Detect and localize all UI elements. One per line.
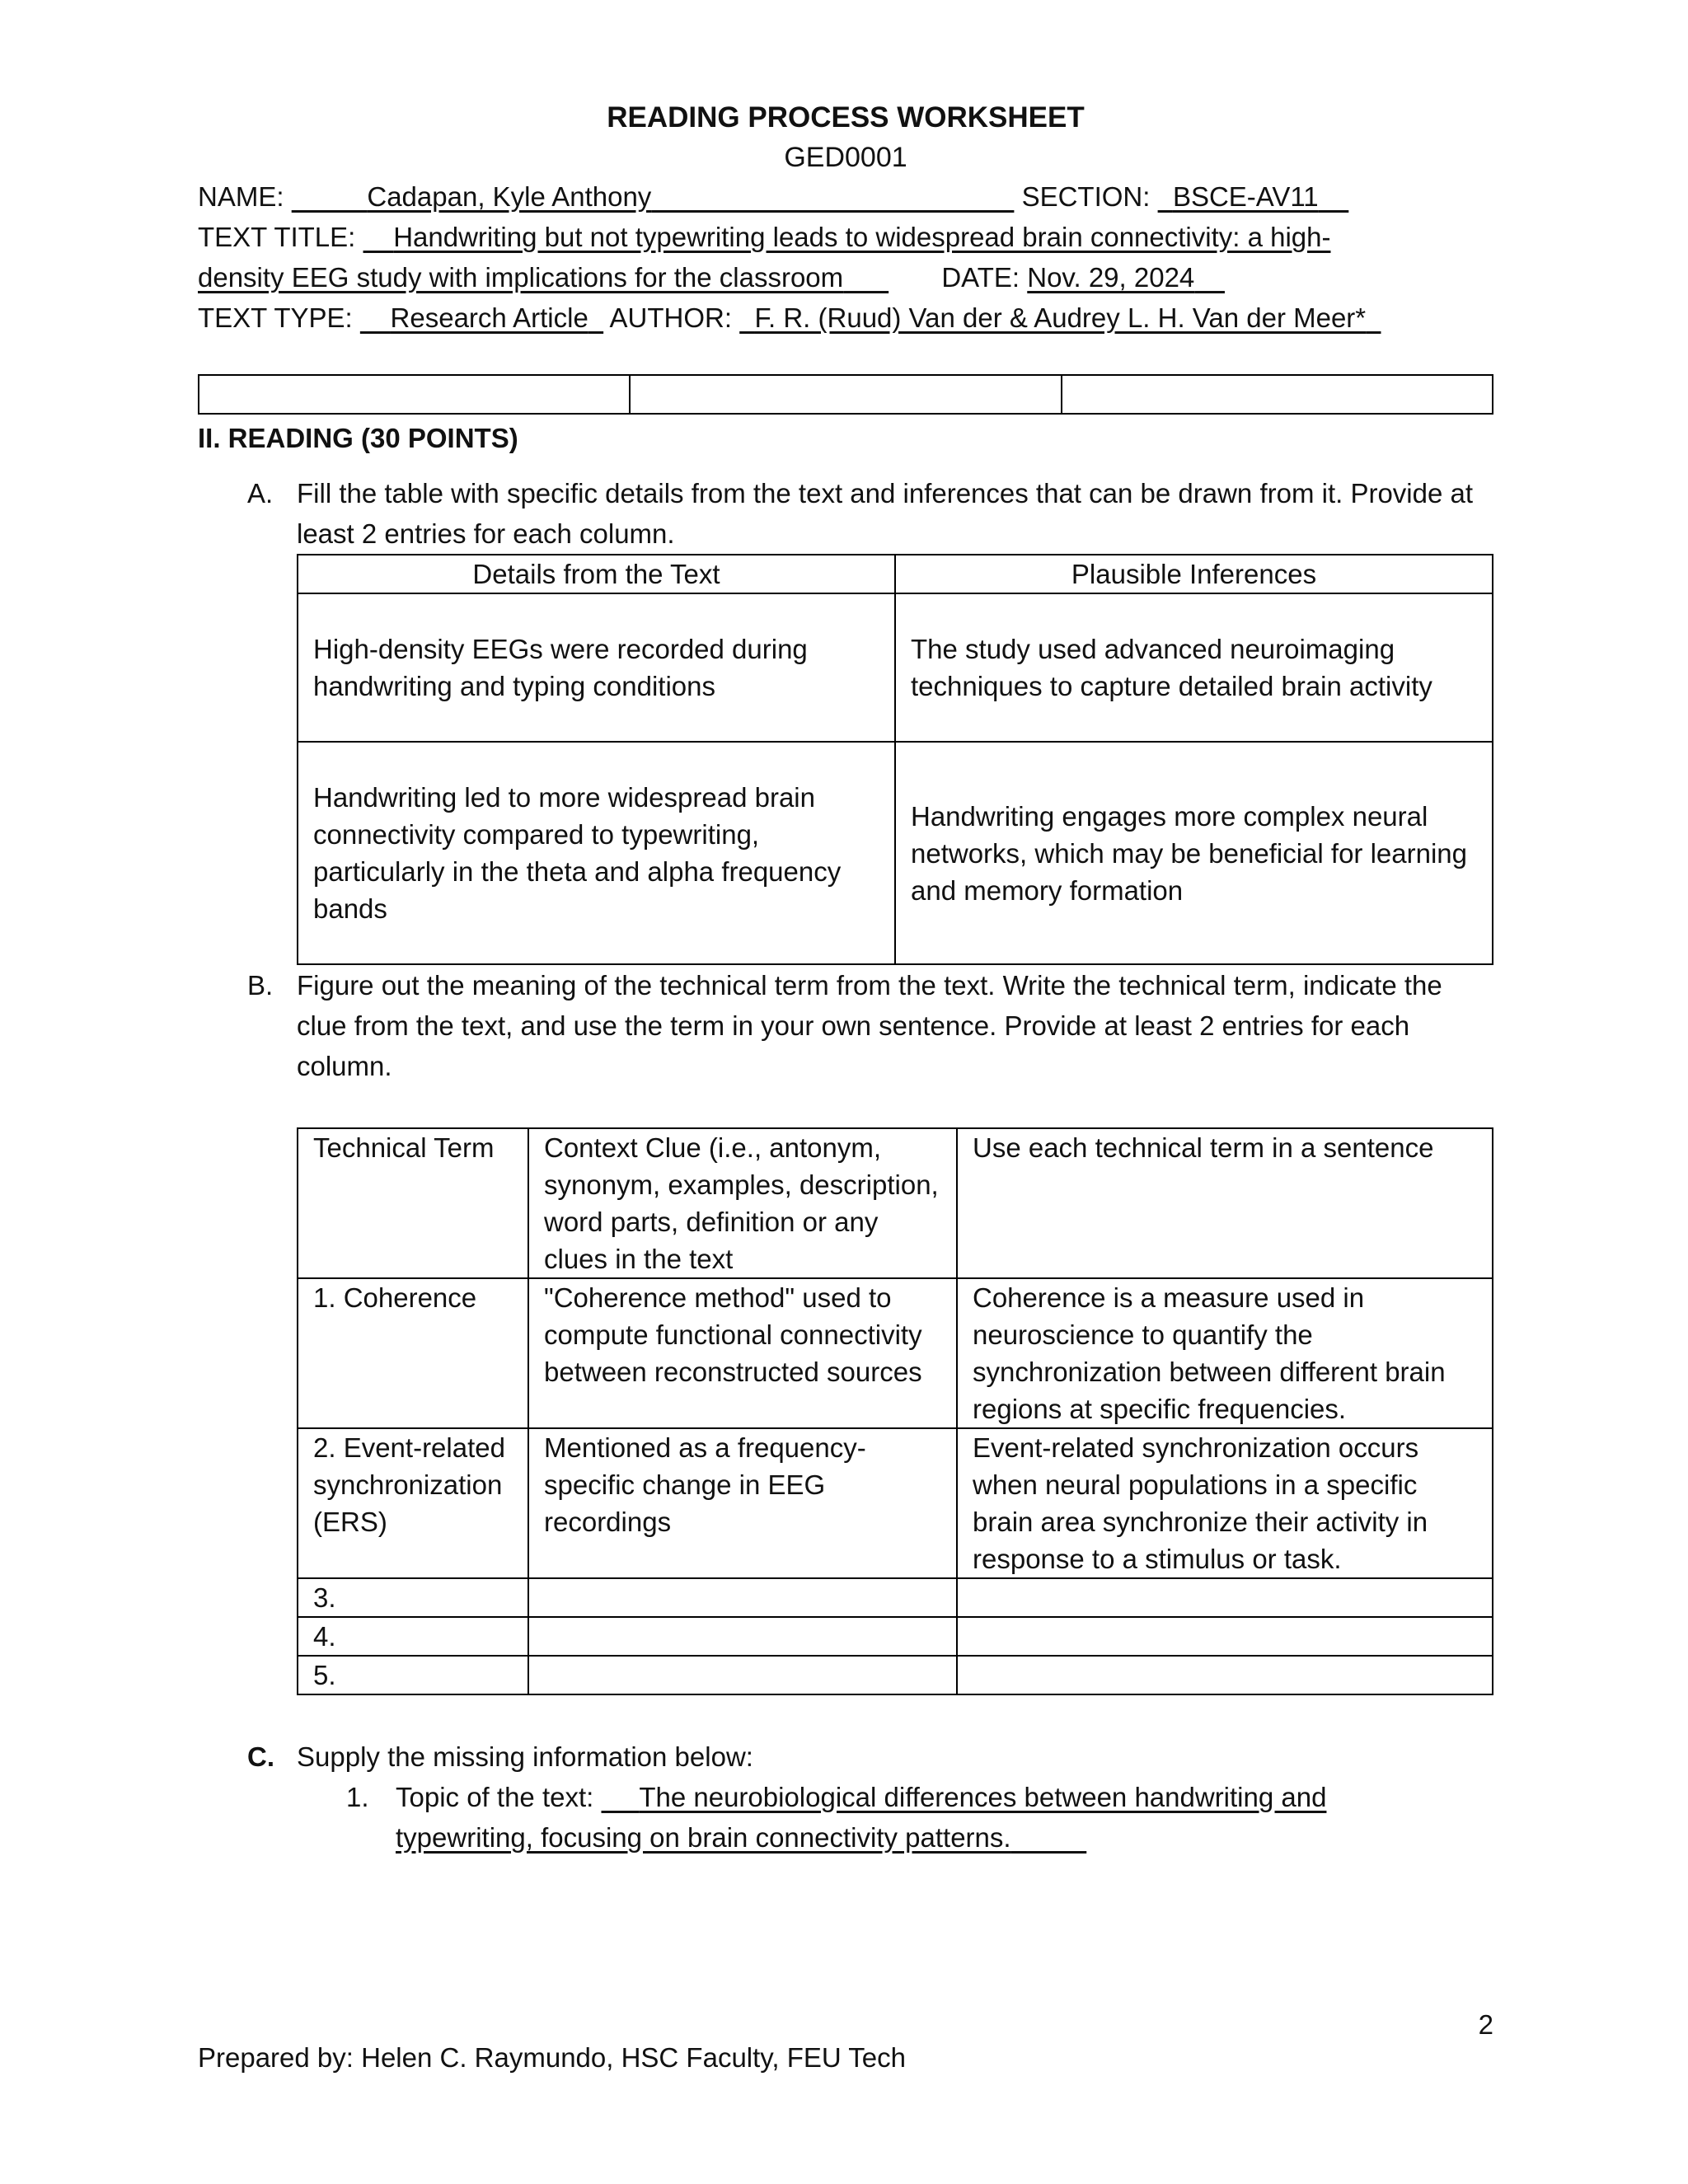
blank-cell [630,375,1061,414]
clue-cell: Mentioned as a frequency-specific change in EEG recordings [528,1428,957,1578]
clue-cell [528,1578,957,1617]
part-a-text: Fill the table with specific details from the text and inferences that can be drawn from it. Provide at least 2 entries for each column. [297,478,1474,549]
name-label: NAME: [198,181,284,212]
term-cell: 2. Event-related synchronization (ERS) [298,1428,528,1578]
part-a-instructions [198,473,1493,554]
topic-line-1 [396,1777,1493,1817]
inference-header-row [298,555,1493,593]
table-row [298,1428,1493,1578]
part-c [198,1736,1493,1858]
clue-header: Context Clue (i.e., antonym, synonym, examples, description, word parts, definition or any clues in the text [528,1128,957,1278]
detail-cell: Handwriting led to more widespread brain connectivity compared to typewriting, particularly in the theta and alpha frequency bands [298,742,895,964]
sentence-cell [957,1617,1493,1656]
text-title-value-1 [363,222,1331,252]
term-header-row [298,1128,1493,1278]
name-value [292,181,1015,212]
term-cell: 1. Coherence [298,1278,528,1428]
worksheet-page [198,97,1493,1858]
sentence-cell [957,1578,1493,1617]
topic-item [198,1777,1493,1858]
text-title-line-2 [198,257,1493,298]
inference-table [297,554,1493,965]
term-cell: 4. [298,1617,528,1656]
blank-table [198,374,1493,415]
section-value [1158,181,1349,212]
footer-credit: Prepared by: Helen C. Raymundo, HSC Faculty, FEU Tech [198,2042,906,2073]
details-header: Details from the Text [298,555,895,593]
part-a-label: A. [247,478,274,509]
text-type-line [198,298,1493,338]
detail-cell: High-density EEGs were recorded during handwriting and typing conditions [298,593,895,742]
part-b-instructions [198,965,1493,1086]
text-title-text-1: Handwriting but not typewriting leads to widespread brain connectivity: a high- [393,222,1331,252]
part-c-instructions [198,1736,1493,1777]
topic-line-2 [396,1817,1493,1858]
inference-cell: The study used advanced neuroimaging techniques to capture detailed brain activity [895,593,1493,742]
author-value [739,302,1381,333]
technical-term-table [297,1127,1493,1695]
section-title: II. READING (30 POINTS) [198,423,518,453]
topic-value-1 [601,1782,1326,1812]
inferences-header: Plausible Inferences [895,555,1493,593]
part-c-label: C. [247,1741,274,1772]
clue-cell: "Coherence method" used to compute functional connectivity between reconstructed sources [528,1278,957,1428]
table-row [298,593,1493,742]
table-row [298,1656,1493,1694]
topic-value-2 [396,1822,1086,1853]
table-row [298,1578,1493,1617]
author-text: F. R. (Ruud) Van der & Audrey L. H. Van der Meer* [754,302,1367,333]
part-b-label: B. [247,970,274,1001]
term-cell: 3. [298,1578,528,1617]
text-type-value [360,302,603,333]
name-text: Cadapan, Kyle Anthony [367,181,652,212]
name-line [198,176,1493,217]
sentence-cell: Event-related synchronization occurs when neural populations in a specific brain area synchronize their activity in response to a stimulus or task. [957,1428,1493,1578]
table-row [298,1617,1493,1656]
blank-cell [1062,375,1493,414]
sentence-cell: Coherence is a measure used in neuroscience to quantify the synchronization between different brain regions at specific frequencies. [957,1278,1493,1428]
text-type-label: TEXT TYPE: [198,302,353,333]
term-header: Technical Term [298,1128,528,1278]
date-text: Nov. 29, 2024 [1027,262,1195,293]
text-title-text-2: density EEG study with implications for the classroom [198,262,844,293]
topic-label: Topic of the text: [396,1782,594,1812]
text-title-value-2 [198,262,889,293]
page-number: 2 [1478,2009,1493,2040]
clue-cell [528,1617,957,1656]
term-cell: 5. [298,1656,528,1694]
table-row [298,742,1493,964]
sentence-cell [957,1656,1493,1694]
part-c-text: Supply the missing information below: [297,1741,753,1772]
date-label: DATE: [941,262,1020,293]
sentence-header: Use each technical term in a sentence [957,1128,1493,1278]
section-label: SECTION: [1021,181,1151,212]
course-code: GED0001 [784,142,907,173]
text-title-line-1 [198,217,1493,257]
worksheet-title: READING PROCESS WORKSHEET [607,101,1085,134]
section-text: BSCE-AV11 [1172,181,1319,212]
part-b-text: Figure out the meaning of the technical term from the text. Write the technical term, indicate the clue from the text, and use the term in your own sentence. Provide at least 2 entries for each column. [297,970,1442,1081]
inference-cell: Handwriting engages more complex neural networks, which may be beneficial for learning and memory formation [895,742,1493,964]
author-label: AUTHOR: [609,302,732,333]
table-row [298,1278,1493,1428]
blank-table-row [199,375,1493,414]
topic-text-2: typewriting, focusing on brain connectivity patterns. [396,1822,1011,1853]
text-type-text: Research Article [390,302,588,333]
clue-cell [528,1656,957,1694]
topic-item-label: 1. [346,1782,369,1812]
text-title-label: TEXT TITLE: [198,222,356,252]
blank-cell [199,375,630,414]
topic-text-1: The neurobiological differences between handwriting and [639,1782,1327,1812]
date-value [1027,262,1225,293]
